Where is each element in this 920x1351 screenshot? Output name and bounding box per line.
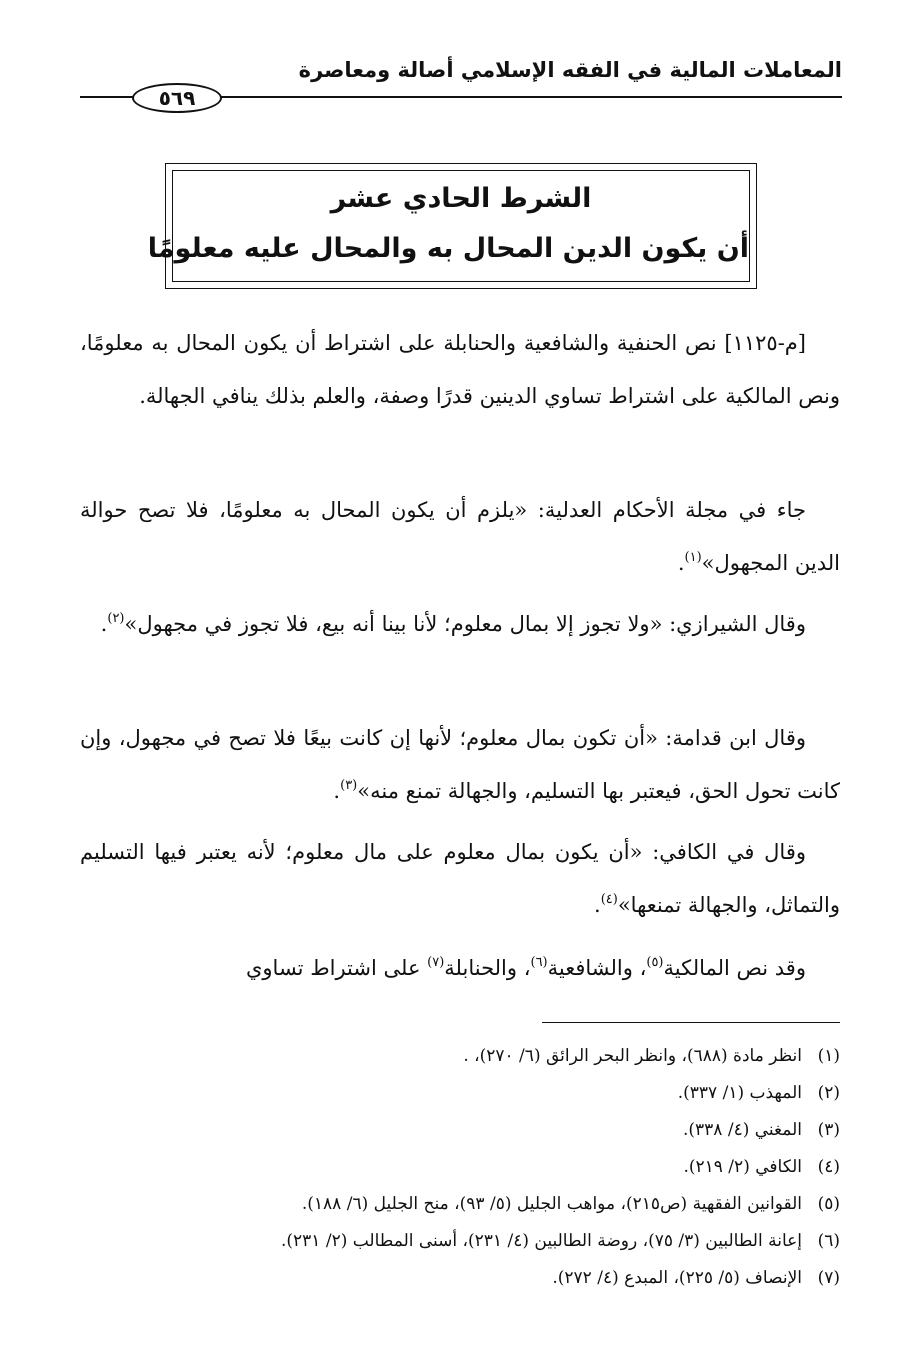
body-paragraph-6 — [80, 942, 840, 995]
body-paragraph-3 — [80, 598, 840, 651]
body-paragraph-2 — [80, 484, 840, 590]
footnote-ref[interactable]: (٤) — [600, 892, 618, 907]
footnote-item — [80, 1038, 840, 1075]
footnote-text: إعانة الطالبين (٣/ ٧٥)، روضة الطالبين (٤/ ٢٣١)، أسنى المطالب (٢/ ٢٣١). — [280, 1231, 802, 1251]
running-head: المعاملات المالية في الفقه الإسلامي أصالة ومعاصرة — [298, 58, 842, 82]
footnote-text: الكافي (٢/ ٢١٩). — [683, 1157, 802, 1177]
footnote-text: المغني (٤/ ٣٣٨). — [682, 1120, 802, 1140]
paragraph-tail: . — [100, 612, 108, 636]
footnote-number: (٣) — [817, 1120, 840, 1140]
footnote-number: (١) — [817, 1046, 840, 1066]
paragraph-tail: . — [677, 551, 685, 575]
footnote-text: انظر مادة (٦٨٨)، وانظر البحر الرائق (٦/ ٢٧٠)، . — [463, 1046, 802, 1066]
footnote-ref[interactable]: (٧) — [427, 955, 445, 970]
footnote-item — [80, 1223, 840, 1260]
body-paragraph-5 — [80, 826, 840, 932]
page-number: ٥٦٩ — [132, 83, 222, 113]
body-paragraph-4 — [80, 712, 840, 818]
paragraph-text: وقال الشيرازي: «ولا تجوز إلا بمال معلوم؛ لأنا بينا أنه بيع، فلا تجوز في مجهول» — [124, 612, 806, 636]
section-title-line-1: الشرط الحادي عشر — [330, 183, 592, 214]
footnote-ref[interactable]: (١) — [684, 550, 702, 565]
footnote-ref[interactable]: (٢) — [107, 611, 125, 626]
paragraph-text: ، والحنابلة — [444, 956, 531, 980]
paragraph-text: على اشتراط تساوي — [245, 956, 428, 980]
footnotes — [80, 1038, 840, 1297]
paragraph-text: [م-١١٢٥] نص الحنفية والشافعية والحنابلة على اشتراط أن يكون المحال به معلومًا، ونص المالكية على اشتراط تساوي الدينين قدرًا وصفة، والعلم بذلك ينافي الجهالة. — [80, 331, 840, 408]
footnote-number: (٢) — [817, 1083, 840, 1103]
footnote-text: القوانين الفقهية (ص٢١٥)، مواهب الجليل (٥/ ٩٣)، منح الجليل (٦/ ١٨٨). — [301, 1194, 802, 1214]
paragraph-text: وقال في الكافي: «أن يكون بمال معلوم على مال معلوم؛ لأنه يعتبر فيها التسليم والتماثل، والجهالة تمنعها» — [80, 840, 840, 917]
footnote-item — [80, 1260, 840, 1297]
footnote-ref[interactable]: (٥) — [646, 955, 664, 970]
paragraph-text: وقال ابن قدامة: «أن تكون بمال معلوم؛ لأنها إن كانت بيعًا فلا تصح في مجهول، وإن كانت تحول الحق، فيعتبر بها التسليم، والجهالة تمنع منه» — [80, 726, 840, 803]
paragraph-text: وقد نص المالكية — [663, 956, 806, 980]
section-title-inner-frame — [147, 170, 750, 282]
paragraph-text: جاء في مجلة الأحكام العدلية: «يلزم أن يكون المحال به معلومًا، فلا تصح حوالة الدين المجهول» — [80, 498, 840, 575]
body-paragraph-1 — [80, 317, 840, 423]
paragraph-text: ، والشافعية — [547, 956, 647, 980]
footnote-number: (٧) — [817, 1268, 840, 1288]
footnote-item — [80, 1149, 840, 1186]
footnote-ref[interactable]: (٣) — [340, 778, 358, 793]
section-title-line-2: أن يكون الدين المحال به والمحال عليه معلومًا — [147, 233, 749, 264]
footnote-item — [80, 1112, 840, 1149]
footnote-item — [80, 1186, 840, 1223]
footnote-number: (٦) — [817, 1231, 840, 1251]
footnote-item — [80, 1075, 840, 1112]
footnote-text: المهذب (١/ ٣٣٧). — [677, 1083, 802, 1103]
footnote-number: (٥) — [817, 1194, 840, 1214]
paragraph-tail: . — [333, 779, 341, 803]
footnote-text: الإنصاف (٥/ ٢٢٥)، المبدع (٤/ ٢٧٢). — [552, 1268, 802, 1288]
section-title-box — [147, 163, 757, 289]
footnote-separator — [542, 1022, 840, 1023]
paragraph-tail: . — [594, 893, 601, 917]
footnote-number: (٤) — [817, 1157, 840, 1177]
footnote-ref[interactable]: (٦) — [530, 955, 548, 970]
